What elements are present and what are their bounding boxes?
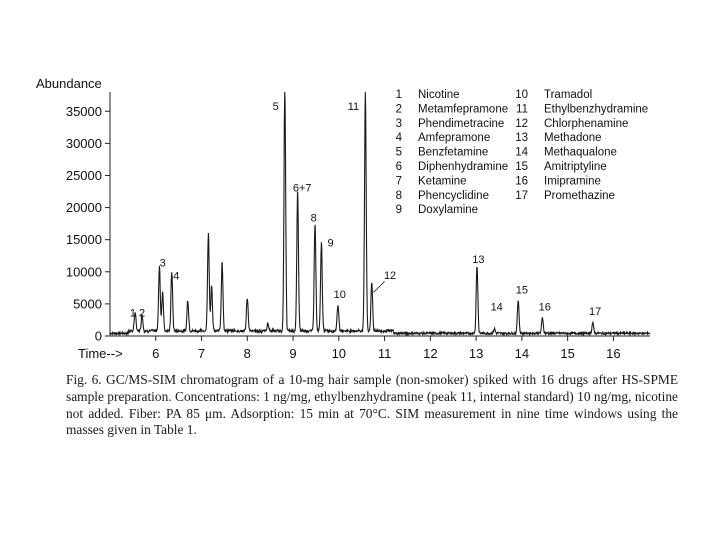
peak-label: 16: [538, 301, 551, 314]
x-axis-ticks: [152, 336, 620, 361]
peak-label: 8: [310, 212, 317, 225]
peak-label: 4: [173, 270, 180, 283]
legend-number: 2: [395, 103, 402, 116]
legend-compound: Chlorphenamine: [544, 117, 629, 130]
y-tick-label: 15000: [65, 232, 102, 248]
x-tick-label: 11: [377, 346, 392, 361]
y-tick-label: 25000: [65, 167, 102, 183]
y-tick-label: 30000: [65, 135, 102, 151]
legend-number: 1: [395, 89, 402, 101]
x-tick-label: 12: [423, 346, 438, 361]
legend-number: 14: [515, 146, 528, 159]
y-tick-label: 35000: [65, 103, 102, 119]
legend-number: 3: [395, 117, 402, 130]
y-tick-label: 10000: [65, 264, 102, 280]
x-tick-label: 9: [289, 346, 297, 361]
x-tick-label: 13: [468, 346, 484, 361]
legend-compound: Promethazine: [544, 189, 615, 202]
legend-compound: Phendimetracine: [418, 117, 505, 130]
legend-number: 8: [395, 189, 402, 202]
peak-label: 11: [347, 100, 360, 113]
peak-label: 2: [138, 307, 146, 320]
x-tick-label: 6: [152, 346, 160, 361]
legend-compound: Benzfetamine: [418, 146, 489, 159]
peak-label: 5: [272, 100, 279, 113]
y-axis-title: Abundance: [36, 76, 102, 91]
legend-number: 10: [515, 89, 528, 101]
legend-number: 7: [395, 175, 402, 188]
legend-number: 13: [515, 132, 528, 145]
legend-compound: Methaqualone: [544, 146, 617, 159]
legend-compound: Amfepramone: [418, 132, 491, 145]
legend-compound: Ketamine: [418, 175, 467, 188]
legend-number: 12: [515, 117, 528, 130]
y-axis-ticks: [66, 104, 110, 344]
legend-compound: Doxylamine: [418, 204, 479, 217]
legend-number: 6: [395, 161, 402, 173]
peak-label: 6+7: [292, 182, 312, 195]
x-tick-label: 10: [331, 346, 347, 361]
legend-number: 11: [516, 103, 528, 116]
legend-compound: Phencyclidine: [418, 189, 489, 202]
peak-12-leader-line: [374, 281, 385, 292]
peak-label: 17: [588, 305, 602, 318]
legend-number: 5: [395, 146, 402, 159]
peak-label: 10: [333, 289, 346, 302]
figure-caption: Fig. 6. GC/MS-SIM chromatogram of a 10-mg hair sample (non-smoker) spiked with 16 drugs after HS-SPME sample preparation. Concentrations: 1 ng/mg, ethylbenzhydramine (peak 11, internal standard) 10 ng/mg, nicotine not added. Fiber: PA 85 μm. Adsorption: 15 min at 70°C. SIM measurement in nine time windows using the masses given in Table 1.: [66, 372, 678, 438]
x-tick-label: 16: [606, 346, 621, 361]
legend-number: 17: [515, 189, 528, 202]
peak-label: 12: [383, 269, 397, 282]
x-tick-label: 8: [243, 346, 251, 361]
legend-compound: Amitriptyline: [544, 161, 607, 173]
peak-label: 13: [472, 253, 485, 266]
y-tick-label: 20000: [65, 200, 102, 216]
x-tick-label: 15: [560, 346, 575, 361]
y-tick-label: 5000: [73, 296, 102, 312]
legend-compound: Imipramine: [544, 175, 601, 188]
peak-label: 1: [129, 307, 136, 320]
peak-label: 14: [490, 301, 503, 314]
legend-compound: Diphenhydramine: [418, 161, 509, 173]
legend-compound: Nicotine: [418, 89, 460, 101]
legend-compound: Ethylbenzhydramine: [544, 103, 649, 116]
legend-compound: Metamfepramone: [418, 103, 509, 116]
legend-number: 9: [395, 204, 402, 217]
legend-number: 16: [515, 175, 528, 188]
y-tick-label: 0: [94, 328, 102, 344]
peak-label: 15: [515, 284, 528, 297]
peak-label: 9: [327, 237, 334, 250]
legend-compound: Tramadol: [544, 89, 593, 101]
legend-compound: Methadone: [544, 132, 602, 145]
x-tick-label: 7: [197, 346, 206, 361]
x-tick-label: 14: [514, 346, 530, 361]
peak-label: 3: [159, 257, 166, 270]
legend-number: 15: [515, 161, 528, 173]
x-axis-title: Time-->: [78, 346, 123, 361]
compound-legend: [396, 89, 649, 216]
legend-number: 4: [395, 132, 402, 145]
